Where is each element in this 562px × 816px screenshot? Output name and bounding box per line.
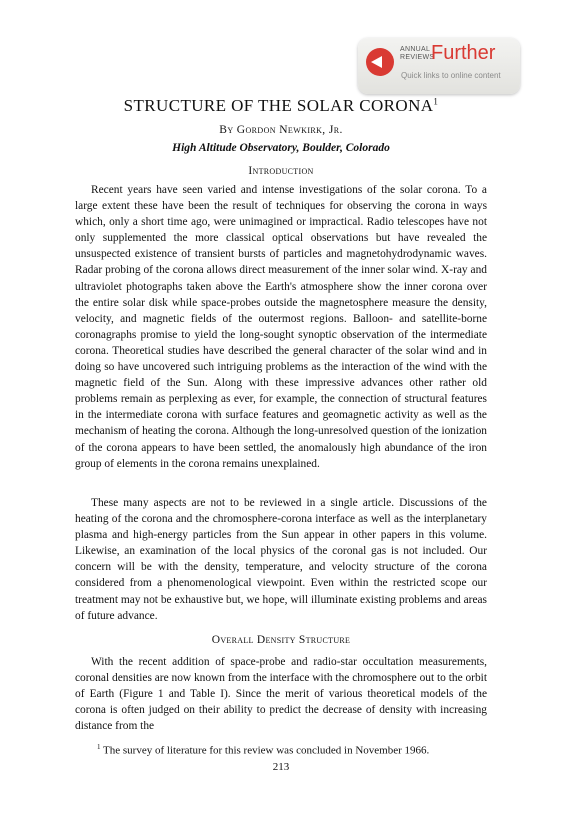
badge-annual: ANNUAL [400,46,431,53]
article-title [40,96,522,116]
left-arrow-icon[interactable] [366,48,394,76]
paragraph-introduction-2: These many aspects are not to be reviewed in a single article. Discussions of the heating of the corona and the chromosphere-corona interface as well as the interplanetary plasma and high-energy particles from the Sun appear in other papers in this volume. Likewise, an examination of the local physics of the coronal gas is not included. Our concern will be with the density, temperature, and velocity structure of the corona considered from a phenomenological viewpoint. Even within the restricted scope our treatment may not be exhaustive but, we hope, will illuminate existing problems and areas of future advance. [75,497,487,622]
section-heading-overall-density: Overall Density Structure [211,634,351,646]
article-author: By Gordon Newkirk, Jr. [219,124,343,136]
badge-further: Further [431,42,496,64]
footnote [97,740,429,758]
article-title-text: STRUCTURE OF THE SOLAR CORONA [123,96,434,115]
badge-subtitle: Quick links to online content [401,71,501,80]
paragraph-density-1: With the recent addition of space-probe and radio-star occultation measurements, coronal densities are now known from the interface with the chromosphere out to the orbit of Earth (Figure 1 and Table I). Since the merit of various theoretical models of the corona is often judged on their ability to predict the decrease of density with increasing distance from the [75,656,487,733]
annual-reviews-logo [400,46,434,62]
article-affiliation: High Altitude Observatory, Boulder, Colorado [172,142,390,154]
section-heading-introduction: Introduction [248,165,314,177]
badge-reviews: REVIEWS [400,54,435,61]
title-footnote-mark: 1 [433,96,439,107]
further-badge[interactable] [358,38,520,94]
footnote-mark: 1 [97,743,101,751]
arrow-triangle [371,56,382,68]
footnote-text: The survey of literature for this review was concluded in November 1966. [100,744,430,757]
paragraph-introduction-1: Recent years have seen varied and intense investigations of the solar corona. To a large extent these have been the result of techniques for observing the corona in ways which, only a short time ago, were unimagined or impractical. Radio telescopes have not only supplemented the more classical optical observations but have revealed the unsuspected existence of transient bursts of particles and magnetohydrodynamic waves. Radar probing of the corona allows direct measurement of the inner solar wind. X-ray and ultraviolet photographs taken above the Earth's atmosphere show the inner corona over the entire solar disk while space-probes outside the magnetosphere measure the density, velocity, and magnetic fields of the outermost regions. Balloon- and satellite-borne coronagraphs promise to yield the long-sought synoptic observation of the intermediate corona. Theoretical studies have described the general character of the solar wind and in doing so have uncovered such intriguing problems as the interaction of the wind with the magnetic field of the Sun. Along with these impressive advances other rather old problems remain as perplexing as ever, for example, the connection of structural features in the intermediate corona with surface features and geomagnetic activity as well as the mechanism of heating the corona. Although the long-unresolved question of the ionization of the corona appears to have been settled, the anomalously high abundance of the iron group of elements in the corona remains unexplained. [75,184,487,470]
page-number: 213 [272,761,290,773]
